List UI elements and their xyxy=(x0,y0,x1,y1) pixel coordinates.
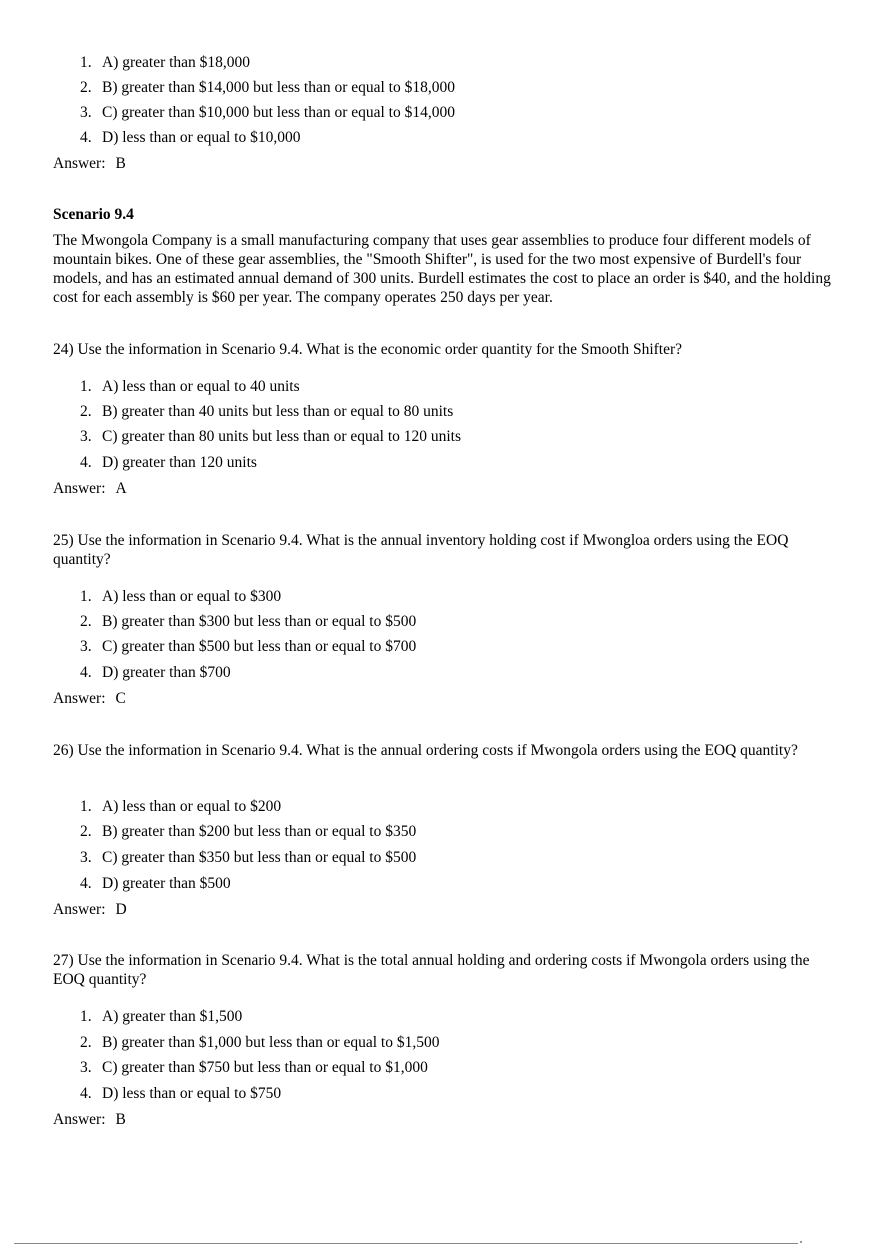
footer-dot xyxy=(800,1241,802,1243)
q26-option-3: 3. C) greater than $350 but less than or equal to $500 xyxy=(80,849,417,866)
q26-option-2: 2. B) greater than $200 but less than or equal to $350 xyxy=(80,823,417,840)
q24-option-4: 4. D) greater than 120 units xyxy=(80,454,257,471)
q24-answer: Answer: A xyxy=(53,480,127,497)
q24-option-3: 3. C) greater than 80 units but less than or equal to 120 units xyxy=(80,428,462,445)
q27-question: 27) Use the information in Scenario 9.4. What is the total annual holding and ordering costs if Mwongola orders using the EOQ quantity? xyxy=(53,952,810,988)
q23-answer: Answer: B xyxy=(53,155,126,172)
q25-option-2: 2. B) greater than $300 but less than or equal to $500 xyxy=(80,613,417,630)
scenario-body: The Mwongola Company is a small manufacturing company that uses gear assemblies to produce four different models of mountain bikes. One of these gear assemblies, the "Smooth Shifter", is used for the two most expensive of Burdell's four models, and has an estimated annual demand of 300 units. Burdell estimates the cost to place an order is $40, and the holding cost for each assembly is $60 per year. The company operates 250 days per year. xyxy=(53,232,831,306)
q25-option-1: 1. A) less than or equal to $300 xyxy=(80,588,282,605)
q27-option-3: 3. C) greater than $750 but less than or equal to $1,000 xyxy=(80,1059,428,1076)
q23-option-3: 3. C) greater than $10,000 but less than or equal to $14,000 xyxy=(80,104,455,121)
q26-question: 26) Use the information in Scenario 9.4. What is the annual ordering costs if Mwongola orders using the EOQ quantity? xyxy=(53,742,798,759)
footer-divider xyxy=(14,1243,798,1244)
q27-option-4: 4. D) less than or equal to $750 xyxy=(80,1085,282,1102)
q27-answer: Answer: B xyxy=(53,1111,126,1128)
q25-answer: Answer: C xyxy=(53,690,126,707)
q26-option-1: 1. A) less than or equal to $200 xyxy=(80,798,282,815)
q24-option-2: 2. B) greater than 40 units but less than or equal to 80 units xyxy=(80,403,454,420)
q24-option-1: 1. A) less than or equal to 40 units xyxy=(80,378,300,395)
q25-question: 25) Use the information in Scenario 9.4. What is the annual inventory holding cost if Mwongloa orders using the EOQ quantity? xyxy=(53,532,789,568)
q23-option-2: 2. B) greater than $14,000 but less than or equal to $18,000 xyxy=(80,79,455,96)
q26-answer: Answer: D xyxy=(53,901,127,918)
q25-option-3: 3. C) greater than $500 but less than or equal to $700 xyxy=(80,638,417,655)
q26-option-4: 4. D) greater than $500 xyxy=(80,875,231,892)
q23-option-1: 1. A) greater than $18,000 xyxy=(80,54,251,71)
q25-option-4: 4. D) greater than $700 xyxy=(80,664,231,681)
q27-option-1: 1. A) greater than $1,500 xyxy=(80,1008,243,1025)
q27-option-2: 2. B) greater than $1,000 but less than or equal to $1,500 xyxy=(80,1034,440,1051)
q23-option-4: 4. D) less than or equal to $10,000 xyxy=(80,129,301,146)
q24-question: 24) Use the information in Scenario 9.4. What is the economic order quantity for the Smooth Shifter? xyxy=(53,341,683,358)
scenario-title: Scenario 9.4 xyxy=(53,206,134,223)
